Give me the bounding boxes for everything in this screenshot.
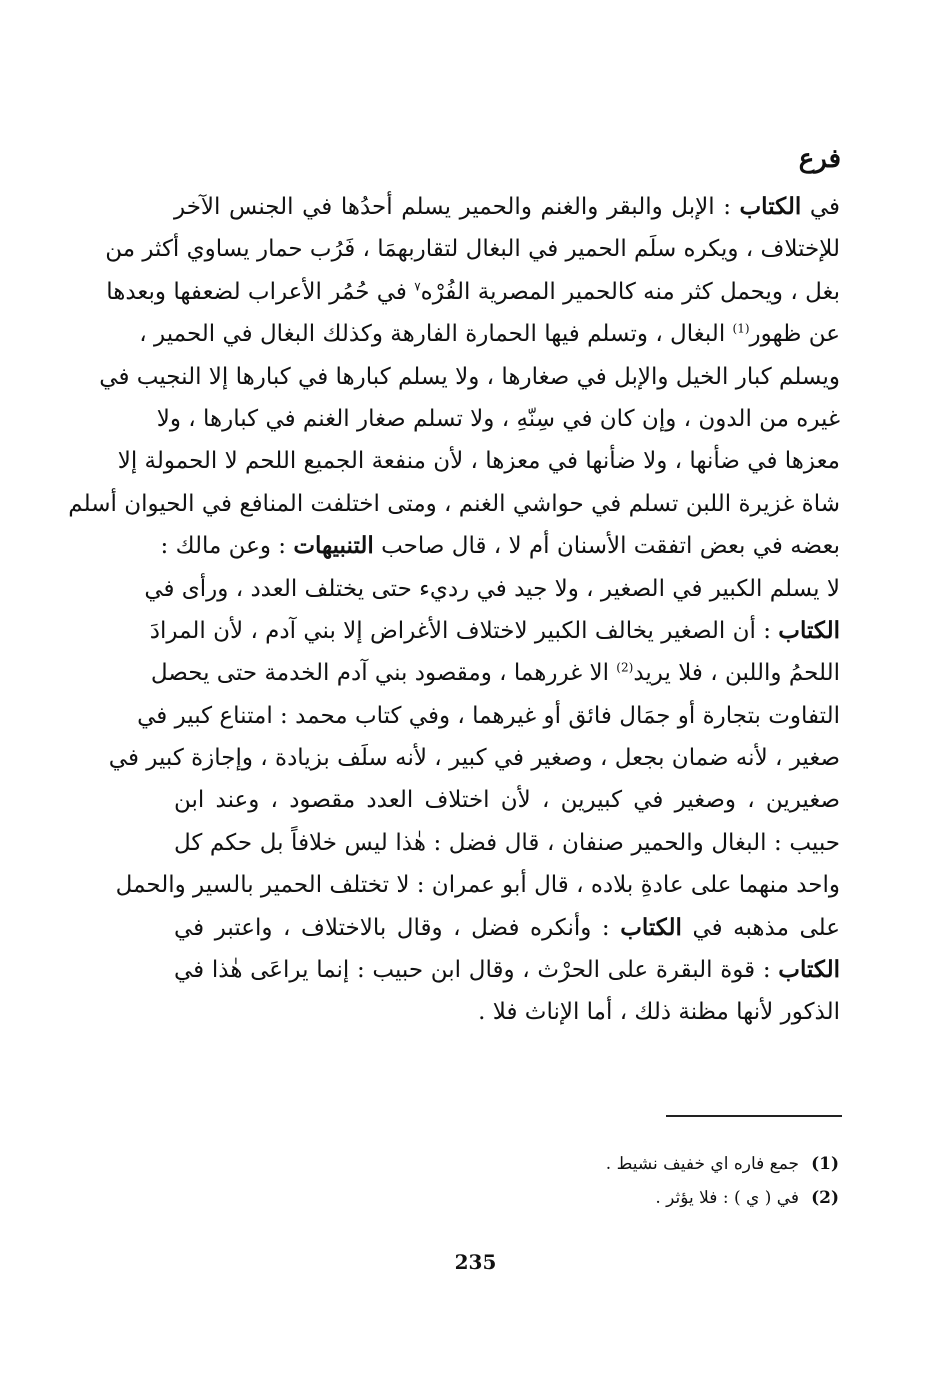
- bold-term: الكتاب: [620, 913, 682, 941]
- text-line: [174, 779, 840, 821]
- text-line: [105, 228, 840, 270]
- text-line: [68, 483, 840, 525]
- text-run: عن ظهور: [749, 321, 840, 348]
- text-run: الا غررهما ، ومقصود بني آدم الخدمة حتى يحصل: [150, 660, 617, 687]
- page-number: 235: [454, 1250, 497, 1274]
- text-run: اللحمُ واللبن ، فلا يريد: [633, 660, 840, 687]
- footnote-number: (1): [811, 1154, 839, 1174]
- text-run: التفاوت بتجارة أو جمَال فائق أو غيرهما ، وفي كتاب محمد : امتناع كبير في: [137, 702, 840, 729]
- footnote-marker: (1): [732, 321, 750, 336]
- text-line: [137, 695, 840, 737]
- footnote-item: [539, 1181, 839, 1215]
- text-line: [139, 313, 840, 355]
- text-run: البغال ، وتسلم فيها الحمارة الفارهة وكذلك البغال في الحمير ،: [139, 321, 733, 348]
- footnote-marker: (2): [616, 660, 634, 675]
- bold-term: التنبيهات: [293, 532, 374, 560]
- text-run: معزها في ضأنها ، ولا ضأنها في معزها ، لأن منفعة الجميع اللحم لا الحمولة إلا: [117, 448, 840, 475]
- text-run: على مذهبه في: [681, 914, 840, 941]
- text-line: [174, 907, 840, 949]
- section-heading: فرع: [798, 144, 841, 174]
- text-run: واحد منهما على عادةِ بلاده ، قال أبو عمران : لا تختلف الحمير بالسير والحمل: [115, 872, 840, 899]
- text-line: [99, 356, 840, 398]
- text-run: حبيب : البغال والحمير صنفان ، قال فضل : هٰذا ليس خلافاً بل حكم كل: [174, 829, 840, 856]
- footnote-marker: ٧: [414, 279, 421, 294]
- text-run: في: [801, 194, 840, 220]
- footnote-item: [539, 1147, 839, 1181]
- text-run: بغل ، ويحمل كثر منه كالحمير المصرية الفُرْه: [420, 278, 840, 305]
- text-run: بعضه في بعض اتفقت الأسنان أم لا ، قال صاحب: [373, 533, 840, 560]
- text-run: : الإبل والبقر والغنم والحمير يسلم أحدُها في الجنس الآخر: [174, 194, 740, 220]
- text-line: [115, 864, 840, 906]
- text-run: للإختلاف ، ويكره سلَم الحمير في البغال لتقاربهمَا ، فَرُب حمار يساوي أكثر من: [105, 236, 840, 263]
- text-run: في حُمُر الأعراب لضعفها وبعدها: [106, 278, 415, 305]
- text-line: [156, 398, 840, 440]
- text-run: صغيرين ، وصغير في كبيرين ، لأن اختلاف العدد مقصود ، وعند ابن: [174, 787, 840, 814]
- text-run: : وأنكره فضل ، وقال بالاختلاف ، واعتبر في: [174, 914, 621, 941]
- text-run: : وعن مالك :: [160, 533, 294, 560]
- text-line: [108, 737, 840, 779]
- text-run: شاة غزيرة اللبن تسلم في حواشي الغنم ، ومتى اختلفت المنافع في الحيوان أسلم: [68, 490, 840, 517]
- main-text: [68, 186, 840, 1034]
- bold-term: الكتاب: [739, 193, 802, 220]
- footnotes: [539, 1147, 839, 1215]
- text-line: [174, 186, 840, 228]
- text-run: لا يسلم الكبير في الصغير ، ولا جيد في رديء حتى يختلف العدد ، ورأى في: [144, 575, 840, 602]
- text-line: [174, 822, 840, 864]
- text-line: [174, 991, 840, 1033]
- text-run: صغير ، لأنه ضمان بجعل ، وصغير في كبير ، لأنه سلَف بزيادة ، وإجازة كبير في: [108, 745, 840, 772]
- text-line: [106, 271, 840, 313]
- footnote-text: في ( ي ) : فلا يؤثر .: [655, 1188, 800, 1208]
- text-line: [150, 652, 840, 694]
- footnote-divider: [666, 1115, 842, 1117]
- text-run: الذكور لأنها مظنة ذلك ، أما الإناث فلا .: [478, 999, 840, 1026]
- text-line: [160, 525, 840, 567]
- footnote-number: (2): [811, 1188, 839, 1208]
- text-line: [149, 610, 840, 652]
- text-line: [144, 568, 840, 610]
- text-run: : قوة البقرة على الحرْث ، وقال ابن حبيب : إنما يراعَى هٰذا في: [174, 957, 779, 984]
- footnote-text: جمع فاره اي خفيف نشيط .: [605, 1154, 800, 1174]
- bold-term: الكتاب: [778, 616, 840, 644]
- text-line: [174, 949, 840, 991]
- text-run: ويسلم كبار الخيل والإبل في صغارها ، ولا يسلم كبارها في كبارها إلا النجيب في: [99, 363, 840, 390]
- text-run: غيره من الدون ، وإن كان في سِنّهِ ، ولا تسلم صغار الغنم في كبارها ، ولا: [156, 405, 840, 432]
- bold-term: الكتاب: [778, 956, 840, 984]
- text-run: : أن الصغير يخالف الكبير لاختلاف الأغراض إلا بني آدم ، لأن المرادَ: [149, 617, 779, 644]
- text-line: [117, 440, 840, 482]
